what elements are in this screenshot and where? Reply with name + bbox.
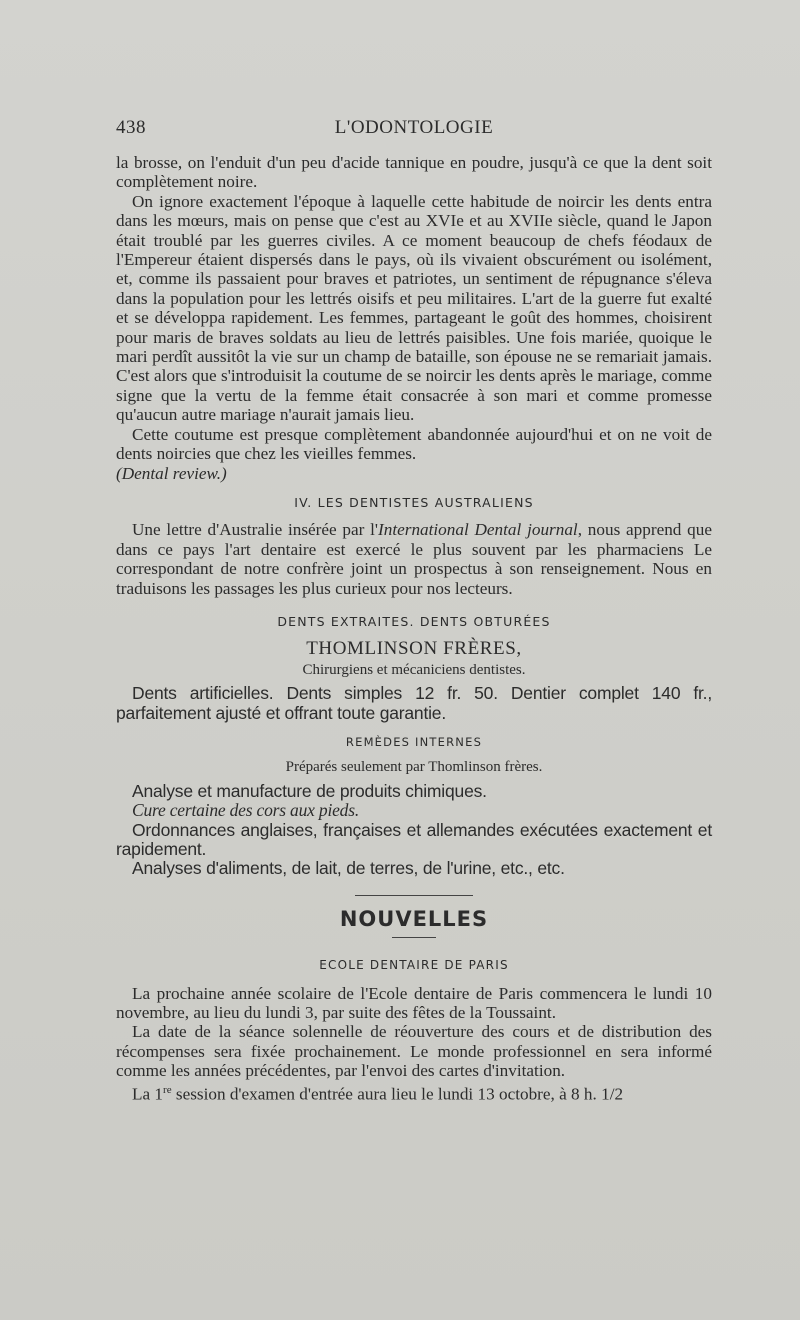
remedies-heading: REMÈDES INTERNES (345, 734, 483, 749)
section-intro (116, 520, 712, 598)
advert-line-cure: Cure certaine des cors aux pieds. (132, 800, 360, 821)
advert-heading: DENTS EXTRAITES. DENTS OBTURÉES (277, 613, 551, 629)
advert-prices: Dents artificielles. Dents simples 12 fr. 50. Dentier complet 140 fr., parfaitement ajusté et offrant toute garantie. (116, 683, 712, 723)
section-divider (355, 895, 473, 896)
remedies-prepared: Préparés seulement par Thomlinson frères. (285, 759, 543, 776)
page-number: 438 (116, 117, 146, 138)
intro-text-b: , nous apprend que dans ce pays l'art dentaire est exercé le plus souvent par les pharmaciens Le correspondant de notre confrère joint un prospectus à son renseignement. Nous en traduisons les passages les plus curieux pour nos lecteurs. (116, 520, 712, 598)
paragraph-custom: Cette coutume est presque complètement abandonnée aujourd'hui et on ne voit de dents noircies que chez les vieilles femmes. (116, 424, 712, 464)
paragraph-continuation: la brosse, on l'enduit d'un peu d'acide tannique en poudre, jusqu'à ce que la dent soit complètement noire. (116, 153, 712, 192)
page-header (116, 117, 712, 145)
ordinal-superscript: re (163, 1083, 172, 1096)
running-title: L'ODONTOLOGIE (334, 117, 494, 138)
paragraph-origin: On ignore exactement l'époque à laquelle cette habitude de noircir les dents entra dans les mœurs, mais on pense que c'est au XVIe et au XVIIe siècle, quand le Japon était troublé par les guerres civiles. A ce moment beaucoup de chefs féodaux de l'Empereur étaient dispersés dans le pays, où ils vivaient obscurément ou isolément, et, comme ils passaient pour braves et patriotes, un sentiment de répugnance s'éleva dans la population pour les lettrés oisifs et peu militaires. L'art de la guerre fut exalté et se développa rapidement. Les femmes, partageant le goût des hommes, choisirent pour maris de braves soldats au lieu de lettrés paisibles. Une fois mariée, quoique le mari perdît aussitôt la vie sur un champ de bataille, son épouse ne se remariait jamais. C'est alors que s'introduisit la coutume de se noircir les dents après le mariage, comme signe que la vertu de la femme était consacrée à son mari et comme promesse qu'aucun autre mariage n'aurait jamais lieu. (116, 191, 712, 425)
advert-subtitle: Chirurgiens et mécaniciens dentistes. (302, 661, 526, 678)
page-body (116, 153, 712, 1104)
nouvelles-paragraph-3 (116, 1081, 712, 1104)
nouvelles-paragraph-2: La date de la séance solennelle de réouverture des cours et de distribution des récompenses sera fixée prochainement. Le monde professionnel en sera informé comme les années précédentes, par l'envoi des cartes d'invitation. (116, 1022, 712, 1081)
advert-line-analysis: Analyse et manufacture de produits chimiques. (132, 780, 487, 801)
nouvelles-subheading: ECOLE DENTAIRE DE PARIS (319, 958, 509, 973)
advert-line-prescriptions: Ordonnances anglaises, françaises et allemandes exécutées exactement et rapidement. (116, 819, 712, 859)
advert-firm: THOMLINSON FRÈRES, (306, 638, 522, 660)
source-citation: (Dental review.) (116, 463, 227, 483)
exam-text-a: La 1 (132, 1084, 164, 1104)
journal-name: International Dental journal (378, 520, 578, 540)
nouvelles-paragraph-1: La prochaine année scolaire de l'Ecole dentaire de Paris commencera le lundi 10 novembre, au lieu du lundi 3, par suite des fêtes de la Toussaint. (116, 983, 712, 1023)
title-underline (392, 937, 436, 938)
section-heading: IV. LES DENTISTES AUSTRALIENS (294, 494, 534, 510)
intro-text-a: Une lettre d'Australie insérée par l' (132, 520, 379, 540)
exam-text-b: session d'examen d'entrée aura lieu le lundi 13 octobre, à 8 h. 1/2 (171, 1084, 624, 1104)
advert-line-food: Analyses d'aliments, de lait, de terres, de l'urine, etc., etc. (132, 858, 565, 879)
nouvelles-title: NOUVELLES (339, 906, 489, 931)
